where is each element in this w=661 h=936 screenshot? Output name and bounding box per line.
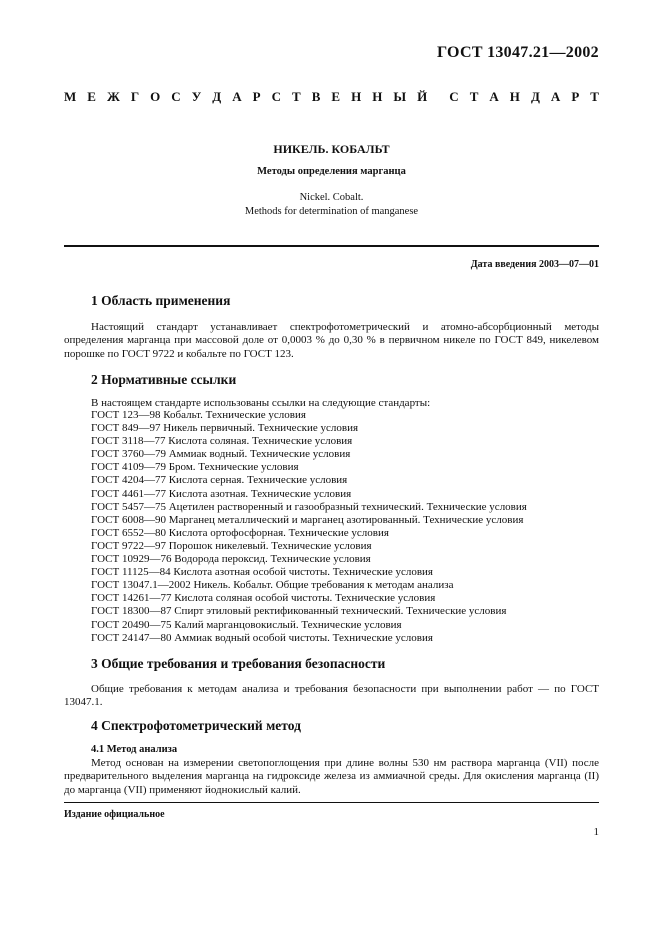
interstate-standard-banner [64,89,599,105]
reference-item: ГОСТ 14261—77 Кислота соляная особой чистоты. Технические условия [91,592,436,605]
reference-item: ГОСТ 11125—84 Кислота азотная особой чистоты. Технические условия [91,566,433,579]
reference-item: ГОСТ 9722—97 Порошок никелевый. Технические условия [91,539,372,552]
banner-letter: Г [130,89,140,104]
section4-heading: 4 Спектрофотометрический метод [91,718,301,733]
introduction-date: Дата введения 2003—07—01 [470,259,599,270]
section1-text [64,321,599,361]
english-title-line2: Methods for determination of manganese [244,206,419,217]
reference-item: ГОСТ 4204—77 Кислота серная. Технические условия [91,474,348,487]
banner-letter: М [64,89,77,104]
standard-code: ГОСТ 13047.21—2002 [436,44,599,61]
banner-letter: У [191,89,202,104]
section2-intro: В настоящем стандарте использованы ссылки на следующие стандарты: [91,397,431,409]
reference-item: ГОСТ 123—98 Кобальт. Технические условия [91,409,306,421]
reference-item: ГОСТ 20490—75 Калий марганцовокислый. Технические условия [91,618,402,631]
reference-item: ГОСТ 13047.1—2002 Никель. Кобальт. Общие требования к методам анализа [91,579,454,592]
banner-letter: Р [571,89,580,104]
section3-text-content: Общие требования к методам анализа и требования безопасности при выполнении работ — по ГОСТ 13047.1. [64,683,599,709]
reference-item: ГОСТ 5457—75 Ацетилен растворенный и газообразный технический. Технические условия [91,500,527,513]
banner-letter: А [232,89,242,104]
reference-item: ГОСТ 3118—77 Кислота соляная. Технические условия [91,435,353,448]
banner-letter: Д [530,89,540,104]
document-subtitle: Методы определения марганца [257,166,406,177]
banner-letter: С [449,89,459,104]
reference-item: ГОСТ 4461—77 Кислота азотная. Технические условия [91,487,352,500]
normative-references-list [91,409,527,645]
section1-heading: 1 Область применения [91,293,231,308]
section2-heading: 2 Нормативные ссылки [91,372,237,387]
edition-label: Издание официальное [64,809,165,820]
section1-text-content: Настоящий стандарт устанавливает спектрофотометрический и атомно-абсорбционный методы определения марганца при массовой доле от 0,0003 % до 0,30 % в первичном никеле по ГОСТ 849, никелевом порошке по ГОСТ 9722 и кобальте по ГОСТ 123. [64,321,599,360]
reference-item: ГОСТ 6008—90 Марганец металлический и марганец азотированный. Технические условия [91,513,524,526]
footer-divider [64,802,599,803]
banner-letter: Т [469,89,479,104]
section4-1-text [64,757,599,797]
reference-item: ГОСТ 18300—87 Спирт этиловый ректификованный технический. Технические условия [91,605,507,618]
banner-letter: Р [252,89,261,104]
banner-letter: С [271,89,281,104]
banner-letter: Д [212,89,222,104]
banner-letter: Т [292,89,301,104]
document-title: НИКЕЛЬ. КОБАЛЬТ [273,142,390,156]
section4-1-heading: 4.1 Метод анализа [91,744,178,755]
page-number: 1 [593,826,599,838]
banner-letter: Ж [106,89,120,104]
banner-letter: Е [87,89,96,104]
banner-letter: О [150,89,161,104]
reference-item: ГОСТ 849—97 Никель первичный. Технические условия [91,422,359,435]
reference-item: ГОСТ 10929—76 Водорода пероксид. Технические условия [91,553,371,566]
banner-letter: А [489,89,499,104]
reference-item: ГОСТ 6552—80 Кислота ортофосфорная. Технические условия [91,526,389,539]
banner-letter: С [171,89,181,104]
banner-letter: А [550,89,561,104]
reference-item: ГОСТ 24147—80 Аммиак водный особой чистоты. Технические условия [91,631,433,644]
english-title-line1: Nickel. Cobalt. [299,192,364,203]
section3-heading: 3 Общие требования и требования безопасности [91,656,386,671]
banner-letter: Й [417,89,428,104]
banner-letter: Н [509,89,520,104]
reference-item: ГОСТ 4109—79 Бром. Технические условия [91,461,299,474]
banner-letter: В [311,89,321,104]
banner-letter: Н [372,89,383,104]
section4-1-text-content: Метод основан на измерении светопоглощения при длине волны 530 нм раствора марганца (VII) после предварительного выделения марганца на гидроксиде железа из аммиачной среды. Для окисления марганца (II) до марганца (VII) применяют йоднокислый калий. [64,757,599,796]
title-divider [64,245,599,247]
banner-letter: Ы [393,89,407,104]
banner-letter: Е [331,89,341,104]
reference-item: ГОСТ 3760—79 Аммиак водный. Технические условия [91,448,351,461]
section3-text [64,683,599,710]
banner-letter: Т [590,89,599,104]
banner-letter: Н [351,89,362,104]
